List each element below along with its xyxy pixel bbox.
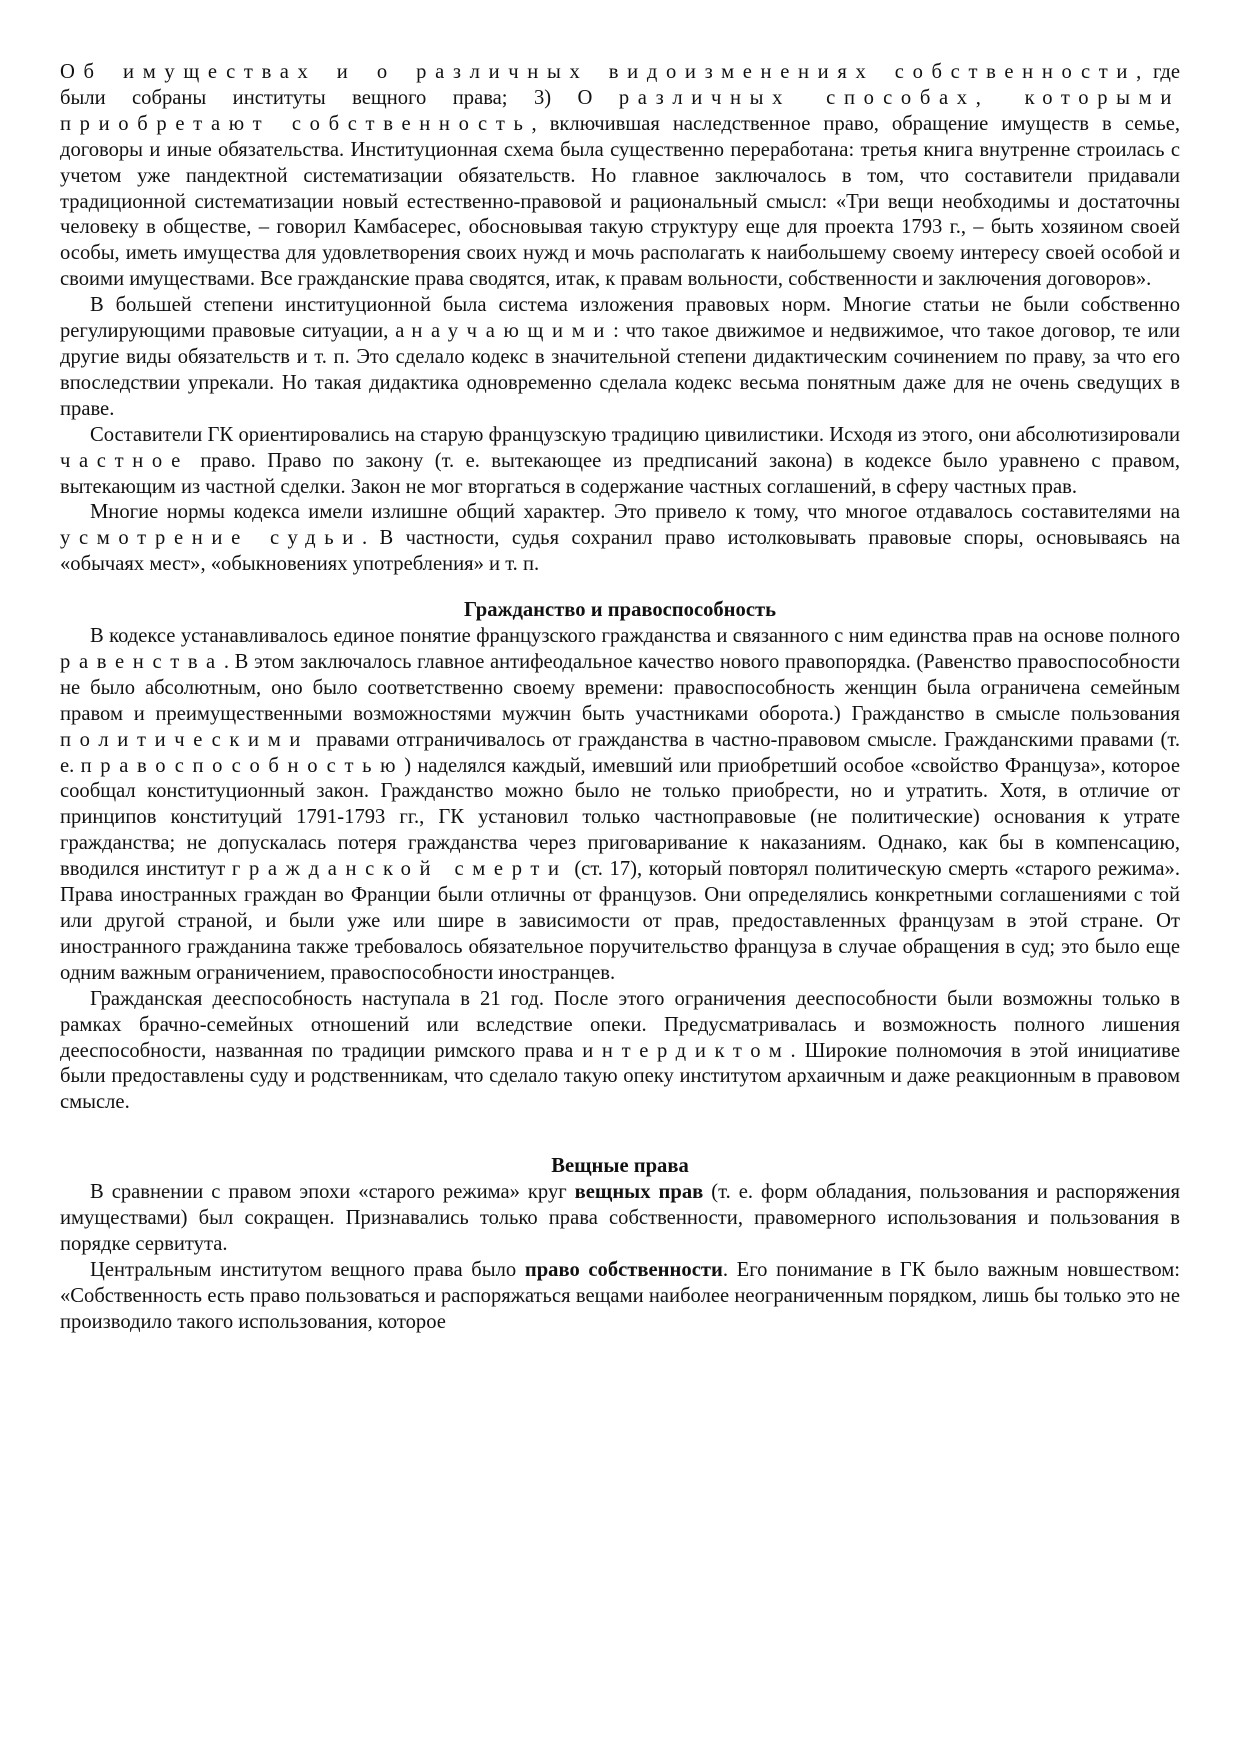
spaced-term: различных способах, которыми приобретают собственность <box>60 86 1181 135</box>
paragraph-1: Об имуществах и о различных видоизменениях собственности, где были собраны институты вещного права; 3) О различных способах, которыми приобретают собственность, включившая наследственное право, обращение имуществ в семье, договоры и иные обязательства. Институционная схема была существенно переработана: третья книга внутренне строилась с учетом уже пандектной систематизации обязательств. Но главное заключалось в том, что составители придавали традиционной систематизации новый естественно-правовой и рациональный смысл: «Три вещи необходимы и достаточны человеку в обществе, – говорил Камбасерес, обосновывая такую структуру еще для проекта 1793 г., – быть хозяином своей особы, иметь имущества для удовлетворения своих нужд и мочь располагать к наибольшему своему интересу своей особой и своими имуществами. Все гражданские права сводятся, итак, к правам вольности, собственности и заключения договоров». <box>60 61 1181 291</box>
spaced-term: научающими <box>411 320 614 343</box>
document-page <box>60 60 1180 1336</box>
paragraph-5: В кодексе устанавливалось единое понятие французского гражданства и связанного с ним единства прав на основе полного равенства. В этом заключалось главное антифеодальное качество нового правопорядка. (Равенство правоспособности не было абсолютным, оно было соответственно своему времени: правоспособность женщин была ограничена семейным правом и преимущественными возможностями мужчин быть участниками оборота.) Гражданство в смысле пользования политическими правами отграничивалось от гражданства в частно-правовом смысле. Гражданскими правами (т. е. правоспособностью) наделялся каждый, имевший или приобретший особое «свойство Француза», которое сообщал конституционный закон. Гражданство можно было не только приобрести, но и утратить. Хотя, в отличие от принципов конституций 1791-1793 гг., ГК установил только частноправовые (не политические) основания к утрате гражданства; не допускалась потеря гражданства через приговаривание к наказаниям. Однако, как бы в компенсацию, вводился институт гражданской смерти (ст. 17), который повторял политическую смерть «старого режима». Права иностранных граждан во Франции были отличны от французов. Они определялись конкретными соглашениями с той или другой страной, и были уже или шире в зависимости от прав, предоставленных французам в этой стране. От иностранного гражданина также требовалось обязательное поручительство француза в случае обращения в суд; это было еще одним важным ограничением, правоспособности иностранцев. <box>60 625 1180 984</box>
spaced-term: Об имуществах и о различных видоизменениях собственности <box>60 61 1137 83</box>
paragraph-8: Центральным институтом вещного права было право собственности. Его понимание в ГК было важным новшеством: «Собственность есть право пользоваться и распоряжаться вещами наиболее неограниченным порядком, лишь бы только это не производило такого использования, которое <box>60 1258 1181 1333</box>
paragraph-3: Составители ГК ориентировались на старую французскую традицию цивилистики. Исходя из этого, они абсолютизировали частное право. Право по закону (т. е. вытекающее из предписаний закона) в кодексе было уравнено с правом, вытекающим из частной сделки. Закон не мог вторгаться в содержание частных соглашений, в сферу частных прав. <box>60 423 1180 498</box>
spaced-term: частное <box>60 449 189 472</box>
spaced-term: правоспособностью <box>80 754 405 777</box>
spaced-term: равенства <box>60 650 224 673</box>
spaced-term: политическими <box>60 728 310 751</box>
paragraph-7: В сравнении с правом эпохи «старого режима» круг вещных прав (т. е. форм обладания, пользования и распоряжения имуществами) был сокращен. Признавались только права собственности, правомерного использования и пользования в порядке сервитута. <box>60 1181 1180 1255</box>
spaced-term: интердиктом <box>582 1039 791 1062</box>
spaced-term: гражданской смерти <box>231 858 568 881</box>
section-heading-property-rights: Вещные права <box>551 1155 689 1178</box>
bold-term: право собственности <box>524 1258 723 1281</box>
section-heading-citizenship: Гражданство и правоспособность <box>463 599 776 622</box>
paragraph-2: В большей степени институционной была система изложения правовых норм. Многие статьи не были собственно регулирующими правовые ситуации, а научающими: что такое движимое и недвижимое, что такое договор, те или другие виды обязательств и т. п. Это сделало кодекс в значительной степени дидактическим сочинением по праву, за что его впоследствии упрекали. Но такая дидактика одновременно сделала кодекс весьма понятным даже для не очень сведущих в праве. <box>60 294 1180 420</box>
spaced-term: усмотрение судьи <box>60 527 362 550</box>
section-gap <box>60 578 1180 598</box>
paragraph-6: Гражданская дееспособность наступала в 21 год. После этого ограничения дееспособности были возможны только в рамках брачно-семейных отношений или вследствие опеки. Предусматривалась и возможность полного лишения дееспособности, названная по традиции римского права интердиктом. Широкие полномочия в этой инициативе были предоставлены суду и родственникам, что сделало такую опеку институтом архаичным и даже реакционным в правовом смысле. <box>60 987 1180 1114</box>
section-gap <box>60 1116 1180 1154</box>
paragraph-4: Многие нормы кодекса имели излишне общий характер. Это привело к тому, что многое отдавалось составителями на усмотрение судьи. В частности, судья сохранил право истолковывать правовые споры, основываясь на «обычаях мест», «обыкновениях употребления» и т. п. <box>60 501 1180 576</box>
bold-term: вещных прав <box>574 1181 704 1204</box>
